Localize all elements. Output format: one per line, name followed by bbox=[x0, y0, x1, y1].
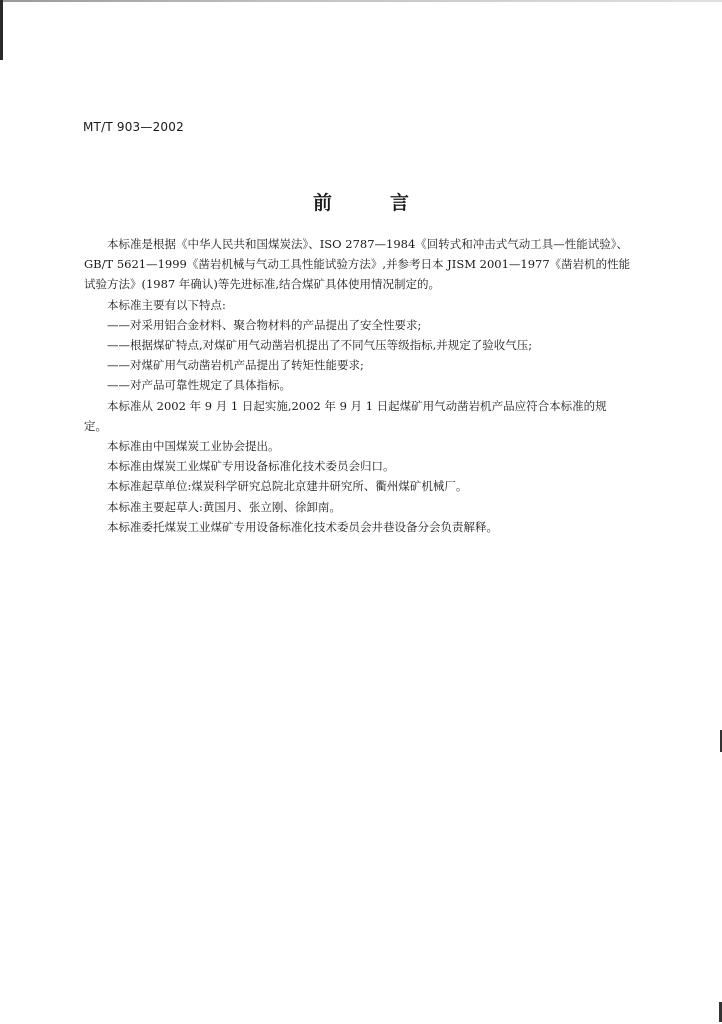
text-line: 本标准从 2002 年 9 月 1 日起实施,2002 年 9 月 1 日起煤矿用气动凿岩机产品应符合本标准的规 bbox=[107, 398, 607, 413]
text-line: 本标准是根据《中华人民共和国煤炭法》、ISO 2787—1984《回转式和冲击式气动工具—性能试验》、 bbox=[107, 237, 629, 251]
text-line: 本标准委托煤炭工业煤矿专用设备标准化技术委员会井巷设备分会负责解释。 bbox=[107, 519, 498, 534]
list-item: ——对煤矿用气动凿岩机产品提出了转矩性能要求; bbox=[107, 358, 364, 373]
text-line: GB/T 5621—1999《凿岩机械与气动工具性能试验方法》,并参考日本 JISM 2001—1977《凿岩机的性能 bbox=[84, 257, 631, 272]
text-line: 本标准主要有以下特点: bbox=[107, 297, 226, 312]
text-line: 本标准起草单位:煤炭科学研究总院北京建井研究所、衢州煤矿机械厂。 bbox=[107, 479, 468, 494]
foreword-body bbox=[84, 234, 644, 537]
list-item: ——对产品可靠性规定了具体指标。 bbox=[107, 378, 291, 393]
text-line: 本标准主要起草人:黄国月、张立刚、徐卸南。 bbox=[107, 499, 341, 514]
scan-edge-top bbox=[0, 0, 722, 2]
list-item: ——对采用铝合金材料、聚合物材料的产品提出了安全性要求; bbox=[107, 317, 422, 332]
text-line: 试验方法》(1987 年确认)等先进标准,结合煤矿具体使用情况制定的。 bbox=[84, 277, 441, 292]
text-line: 本标准由中国煤炭工业协会提出。 bbox=[107, 439, 280, 454]
text-line: 本标准由煤炭工业煤矿专用设备标准化技术委员会归口。 bbox=[107, 459, 395, 474]
page-title: 前言 bbox=[312, 192, 467, 214]
document-code: MT/T 903—2002 bbox=[83, 120, 184, 134]
text-line: 定。 bbox=[84, 418, 107, 433]
scan-edge-left bbox=[0, 0, 3, 60]
list-item: ——根据煤矿特点,对煤矿用气动凿岩机提出了不同气压等级指标,并规定了验收气压; bbox=[107, 338, 533, 353]
